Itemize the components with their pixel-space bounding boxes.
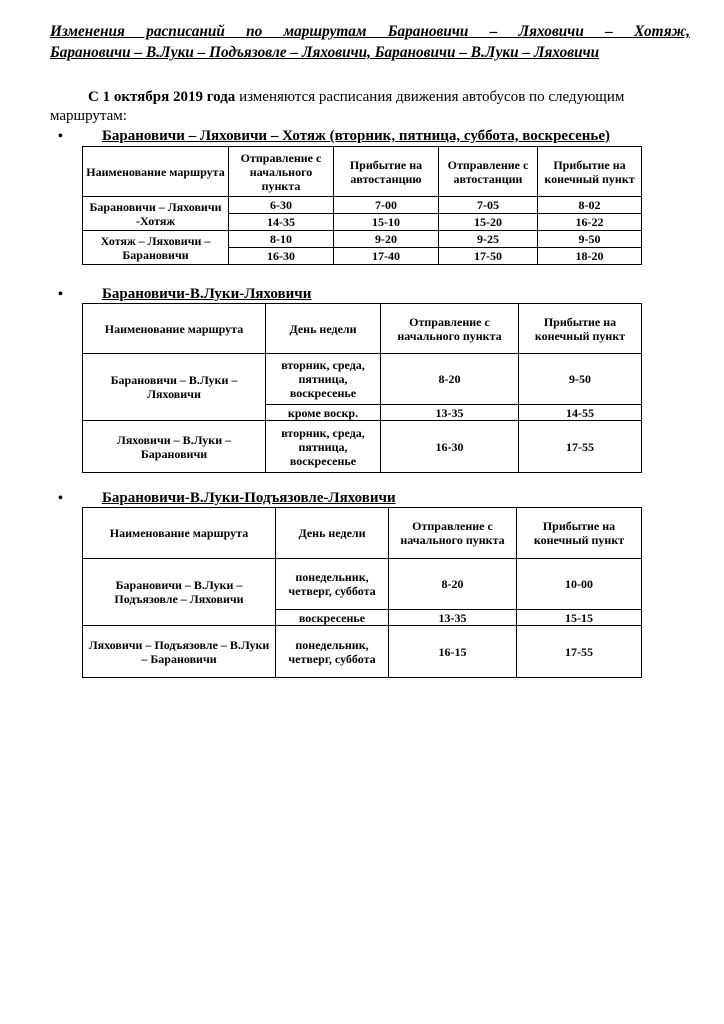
- route-name: Ляховичи – Подъязовле – В.Луки – Барановичи: [83, 626, 276, 678]
- section2-title: Барановичи-В.Луки-Ляховичи: [102, 286, 312, 302]
- weekday-cell: воскресенье: [276, 610, 389, 626]
- header-weekday: День недели: [266, 304, 381, 354]
- time-cell: 15-20: [439, 214, 538, 231]
- time-cell: 15-10: [334, 214, 439, 231]
- route-name: Барановичи – В.Луки – Ляховичи: [83, 354, 266, 421]
- time-cell: 18-20: [538, 248, 642, 265]
- intro-text-2: маршрутам:: [50, 108, 127, 124]
- section1-heading: [58, 127, 610, 146]
- time-cell: 16-22: [538, 214, 642, 231]
- time-cell: 7-05: [439, 197, 538, 214]
- weekday-cell: понедельник, четверг, суббота: [276, 559, 389, 610]
- time-cell: 7-00: [334, 197, 439, 214]
- route-name: Барановичи – Ляховичи -Хотяж: [83, 197, 229, 231]
- table-row: [83, 197, 642, 214]
- time-cell: 16-30: [381, 421, 519, 473]
- header-depart-station: Отправление с автостанции: [439, 147, 538, 197]
- header-arrive-station: Прибытие на автостанцию: [334, 147, 439, 197]
- header-arrive-final: Прибытие на конечный пункт: [538, 147, 642, 197]
- time-cell: 14-55: [519, 405, 642, 421]
- time-cell: 17-50: [439, 248, 538, 265]
- section3-heading: [58, 489, 396, 508]
- table-header-row: [83, 147, 642, 197]
- table-row: [83, 231, 642, 248]
- weekday-cell: понедельник, четверг, суббота: [276, 626, 389, 678]
- time-cell: 13-35: [389, 610, 517, 626]
- intro-text: изменяются расписания движения автобусов по следующим: [235, 89, 625, 105]
- time-cell: 16-30: [229, 248, 334, 265]
- time-cell: 9-50: [519, 354, 642, 405]
- section3-table: [82, 507, 642, 678]
- document-title: [50, 21, 690, 63]
- route-name: Ляховичи – В.Луки – Барановичи: [83, 421, 266, 473]
- time-cell: 17-55: [519, 421, 642, 473]
- section2-table: [82, 303, 642, 473]
- header-weekday: День недели: [276, 508, 389, 559]
- time-cell: 14-35: [229, 214, 334, 231]
- section3-title: Барановичи-В.Луки-Подъязовле-Ляховичи: [102, 490, 396, 506]
- time-cell: 8-20: [381, 354, 519, 405]
- section2-heading: [58, 285, 311, 304]
- route-name: Хотяж – Ляховичи – Барановичи: [83, 231, 229, 265]
- section1-table: [82, 146, 642, 265]
- table-header-row: [83, 508, 642, 559]
- table-row: [83, 626, 642, 678]
- bullet-icon: •: [58, 491, 63, 506]
- time-cell: 17-55: [517, 626, 642, 678]
- title-line-1: Изменения расписаний по маршрутам Барановичи – Ляховичи – Хотяж,: [50, 23, 690, 40]
- header-depart-start: Отправление с начального пункта: [389, 508, 517, 559]
- weekday-cell: кроме воскр.: [266, 405, 381, 421]
- time-cell: 8-10: [229, 231, 334, 248]
- intro-paragraph: [50, 88, 700, 126]
- bullet-icon: •: [58, 129, 63, 144]
- header-route-name: Наименование маршрута: [83, 147, 229, 197]
- time-cell: 15-15: [517, 610, 642, 626]
- table-row: [83, 421, 642, 473]
- header-route-name: Наименование маршрута: [83, 304, 266, 354]
- time-cell: 13-35: [381, 405, 519, 421]
- time-cell: 9-20: [334, 231, 439, 248]
- time-cell: 10-00: [517, 559, 642, 610]
- route-name: Барановичи – В.Луки – Подъязовле – Ляховичи: [83, 559, 276, 626]
- time-cell: 16-15: [389, 626, 517, 678]
- time-cell: 9-25: [439, 231, 538, 248]
- time-cell: 8-02: [538, 197, 642, 214]
- time-cell: 6-30: [229, 197, 334, 214]
- time-cell: 9-50: [538, 231, 642, 248]
- table-row: [83, 559, 642, 610]
- time-cell: 8-20: [389, 559, 517, 610]
- table-header-row: [83, 304, 642, 354]
- header-arrive-final: Прибытие на конечный пункт: [517, 508, 642, 559]
- title-line-2: Барановичи – В.Луки – Подъязовле – Ляховичи, Барановичи – В.Луки – Ляховичи: [50, 44, 600, 61]
- header-route-name: Наименование маршрута: [83, 508, 276, 559]
- header-depart-start: Отправление с начального пункта: [229, 147, 334, 197]
- section1-title: Барановичи – Ляховичи – Хотяж (вторник, пятница, суббота, воскресенье): [102, 128, 610, 144]
- header-depart-start: Отправление с начального пункта: [381, 304, 519, 354]
- weekday-cell: вторник, среда, пятница, воскресенье: [266, 421, 381, 473]
- bullet-icon: •: [58, 287, 63, 302]
- weekday-cell: вторник, среда, пятница, воскресенье: [266, 354, 381, 405]
- table-row: [83, 354, 642, 405]
- time-cell: 17-40: [334, 248, 439, 265]
- header-arrive-final: Прибытие на конечный пункт: [519, 304, 642, 354]
- intro-date: С 1 октября 2019 года: [88, 89, 236, 105]
